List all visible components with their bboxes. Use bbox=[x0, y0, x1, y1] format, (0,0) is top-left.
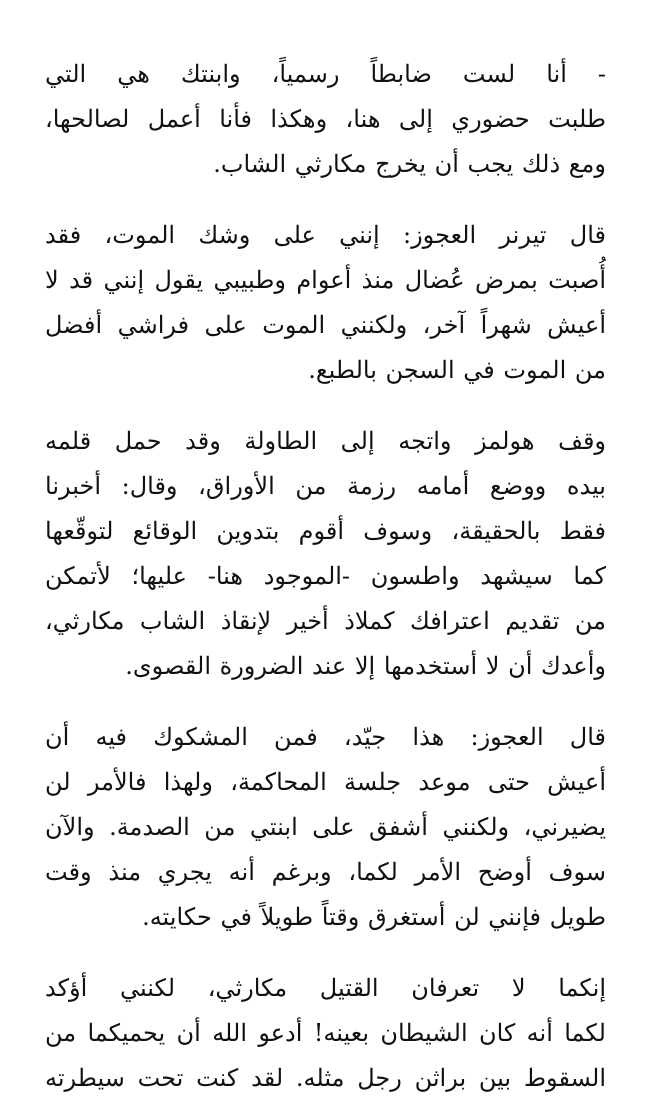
text-line: وقف هولمز واتجه إلى الطاولة وقد حمل قلمه bbox=[45, 427, 606, 455]
text-line: سوف أوضح الأمر لكما، وبرغم أنه يجري منذ وقت bbox=[45, 858, 606, 886]
text-line: طويل فإنني لن أستغرق وقتاً طويلاً في حكايته. bbox=[142, 903, 606, 931]
text-line: يضيرني، ولكنني أشفق على ابنتي من الصدمة. والآن bbox=[45, 813, 606, 841]
paragraph-1 bbox=[45, 52, 606, 187]
text-line: فقط بالحقيقة، وسوف أقوم بتدوين الوقائع لتوقّعها bbox=[45, 517, 606, 545]
text-line: من تقديم اعترافك كملاذ أخير لإنقاذ الشاب مكارثي، bbox=[45, 607, 606, 635]
text-line: كما سيشهد واطسون -الموجود هنا- عليها؛ لأتمكن bbox=[45, 562, 606, 590]
text-line: بيده ووضع أمامه رزمة من الأوراق، وقال: أخبرنا bbox=[45, 472, 606, 500]
text-line: أعيش حتى موعد جلسة المحاكمة، ولهذا فالأمر لن bbox=[45, 768, 606, 796]
text-line: من الموت في السجن بالطبع. bbox=[308, 356, 606, 384]
paragraph-3 bbox=[45, 419, 606, 689]
paragraph-5 bbox=[45, 966, 606, 1101]
text-line: ومع ذلك يجب أن يخرج مكارثي الشاب. bbox=[213, 150, 606, 178]
text-line: وأعدك أن لا أستخدمها إلا عند الضرورة القصوى. bbox=[125, 652, 606, 680]
text-line: السقوط بين براثن رجل مثله. لقد كنت تحت سيطرته bbox=[45, 1064, 606, 1092]
text-line: قال تيرنر العجوز: إنني على وشك الموت، فقد bbox=[45, 221, 606, 249]
text-line: - أنا لست ضابطاً رسمياً، وابنتك هي التي bbox=[45, 60, 606, 88]
text-line: أعيش شهراً آخر، ولكنني الموت على فراشي أفضل bbox=[45, 311, 606, 339]
text-line: إنكما لا تعرفان القتيل مكارثي، لكنني أؤكد bbox=[45, 974, 606, 1002]
paragraph-4 bbox=[45, 715, 606, 940]
text-line: أُصبت بمرض عُضال منذ أعوام وطبيبي يقول إنني قد لا bbox=[45, 266, 606, 294]
paragraph-2 bbox=[45, 213, 606, 393]
text-line: طلبت حضوري إلى هنا، وهكذا فأنا أعمل لصالحها، bbox=[45, 105, 606, 133]
text-line: لكما أنه كان الشيطان بعينه! أدعو الله أن يحميكما من bbox=[45, 1019, 606, 1047]
text-line: قال العجوز: هذا جيّد، فمن المشكوك فيه أن bbox=[45, 723, 606, 751]
